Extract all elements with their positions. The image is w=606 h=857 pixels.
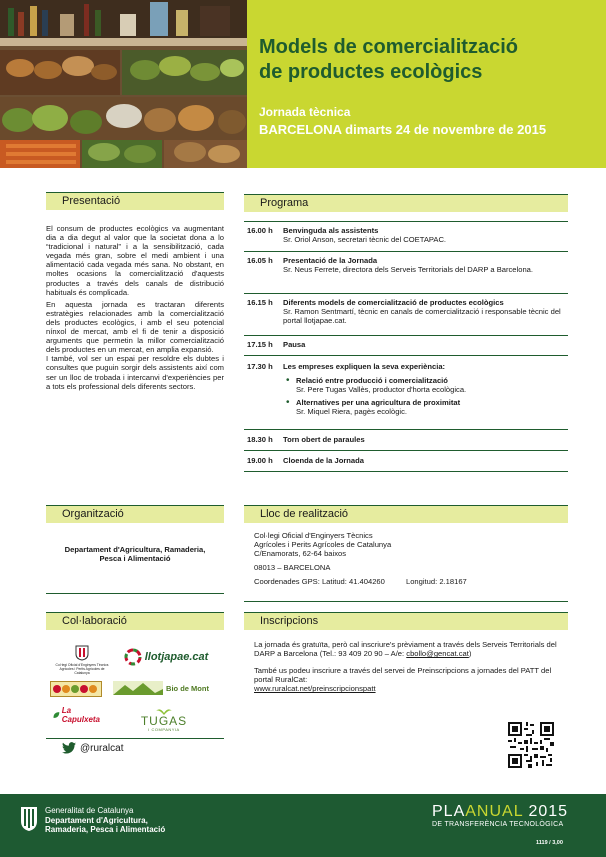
produce-icon [52, 684, 100, 694]
inscripcions-text [254, 640, 566, 693]
title-line-2: de productes ecològics [259, 61, 483, 83]
section-header-programa [244, 194, 568, 212]
section-header-collaboracio [46, 612, 224, 630]
program-detail: Sr. Ramon Sentmartí, tècnic en canals de comercialització i responsable tècnic del portal llotjapae.cat. [283, 307, 561, 326]
email-link[interactable]: cbollo@gencat.cat [406, 649, 469, 659]
program-title: Les empreses expliquen la seva experiència: [283, 362, 446, 371]
ruralcat-link[interactable]: www.ruralcat.net/preinscripcionspatt [254, 684, 376, 694]
bullet-title: • Relació entre producció i comercialització [296, 376, 448, 386]
divider [46, 593, 224, 594]
pla-text: PLA [432, 803, 466, 820]
program-bullet [283, 376, 566, 394]
twitter-bird-icon [62, 742, 76, 754]
presentacio-paragraph-3: I també, vol ser un espai per resoldre els dubtes i consultes que puguin sorgir dels assistents així com ser un lloc de trobada i intercanvi d'experiències per a tots els professional dels diferents sectors. [46, 354, 224, 391]
organizer-name [46, 545, 224, 563]
la-capulxeta-logo [52, 706, 100, 724]
program-item [244, 251, 568, 293]
venue-line-4: 08013 – BARCELONA [254, 563, 331, 573]
bullet-title: • Alternatives per una agricultura de proximitat [296, 398, 461, 408]
header-text [259, 35, 599, 137]
section-title: Inscripcions [260, 615, 319, 627]
tugas-subtext: I COMPANYIA [148, 726, 180, 732]
qr-code [506, 720, 556, 770]
transferencia-text: DE TRANSFERÈNCIA TECNOLÒGICA [432, 821, 564, 828]
generalitat-logo-text [45, 806, 165, 835]
program-time: 19.00 h [247, 456, 273, 465]
presentacio-paragraph-2: En aquesta jornada es tractaran diferents estratègies relacionades amb la comercialització dels productes ecològics, i amb el seu potencial nínxol de mercat, amb el fi de tenir a disposició arguments que permetin la millor comercialització dels productes en un mercat, en amplia expansió. [46, 299, 224, 355]
pla-anual-logo [432, 803, 568, 821]
coat-of-arms-icon [75, 645, 89, 661]
divider [46, 738, 224, 739]
llotjapae-logo [120, 646, 212, 668]
inscripcions-paragraph-1 [254, 640, 566, 658]
venue-line-2: Agrícoles i Perits Agrícoles de Catalunya [254, 540, 392, 550]
program-bullet [283, 398, 566, 416]
section-header-lloc [244, 505, 568, 523]
bullet-detail: Sr. Miquel Riera, pagès ecològic. [296, 407, 408, 417]
coeta-line-2: Agrícoles i Perits Agrícoles de Catalunya [59, 666, 105, 676]
presentacio-paragraph-1: El consum de productes ecològics va augmentant dia a dia degut al valor que la societat dona a lo “tradicional i natural” i a la sensibilització, cada vegada més gran, sobre el medi ambient i una alimentació cada vegada més sana. No obstant, en moltes ocasions la comercialització d'aquests productes a través dels canals de distribució habituals és complicada. [46, 224, 224, 297]
section-title: Lloc de realització [260, 508, 349, 520]
document-code: 1119 / 3,00 [536, 840, 563, 846]
section-header-organitzacio [46, 505, 224, 523]
program-time: 17.30 h [247, 362, 273, 371]
program-time: 18.30 h [247, 435, 273, 444]
qr-code-graphic [506, 720, 556, 770]
year-text: 2015 [528, 803, 569, 820]
generalitat-line-3: Ramaderia, Pesca i Alimentació [45, 825, 166, 834]
footer [0, 794, 606, 857]
program-time: 17.15 h [247, 340, 273, 349]
title-line-1: Models de comercialització [259, 36, 518, 58]
program-item [244, 293, 568, 335]
organizer-line-1: Departament d'Agricultura, Ramaderia, [64, 545, 206, 554]
inscripcions-text-b: ) [468, 649, 472, 659]
llotjapae-text: llotjapae.cat [144, 651, 209, 663]
program-title: Diferents models de comercialització de productes ecològics [283, 298, 504, 307]
program-title: Presentació de la Jornada [283, 256, 378, 265]
twitter-handle[interactable] [62, 742, 124, 754]
program-time: 16.15 h [247, 298, 273, 307]
generalitat-line-2: Departament d'Agricultura, [45, 815, 148, 825]
divider [244, 601, 568, 602]
venue-gps: Coordenades GPS: Latitud: 41.404260 Longitud: 2.18167 [254, 577, 467, 587]
twitter-text: @ruralcat [80, 742, 124, 754]
tugas-text: TUGAS [140, 713, 188, 728]
program-title: Cloenda de la Jornada [283, 456, 365, 465]
generalitat-line-1: Generalitat de Catalunya [45, 806, 134, 815]
program-title: Torn obert de paraules [283, 435, 365, 444]
event-title [259, 35, 599, 85]
section-title: Programa [260, 197, 309, 209]
anual-text: ANUAL [465, 803, 524, 820]
program-item [244, 355, 568, 429]
program-item [244, 221, 568, 251]
program-detail: Sr. Oriol Anson, secretari tècnic del COETAPAC. [283, 235, 447, 245]
venue-line-3: C/Enamorats, 62-64 baixos [254, 549, 347, 559]
produce-illustration [0, 0, 247, 168]
event-dateline: BARCELONA dimarts 24 de novembre de 2015 [259, 122, 547, 137]
section-header-presentacio [46, 192, 224, 210]
event-subtitle: Jornada tècnica [259, 105, 351, 119]
bio-de-mont-text: Bio de Mont [166, 683, 209, 693]
venue-address [244, 531, 568, 586]
program-item [244, 429, 568, 450]
organic-produce-logo [50, 681, 102, 697]
mountain-icon [113, 681, 163, 695]
inscripcions-text-a: La jornada és gratuïta, però cal inscriure's prèviament a través dels Serveis Territorials del DARP a Barcelona (Tel.: 93 409 20 90 – A/e: [254, 640, 557, 659]
program-title: Pausa [283, 340, 306, 349]
bullet-detail: Sr. Pere Tugas Vallès, productor d'horta ecològica. [296, 385, 467, 395]
presentacio-text [46, 224, 224, 391]
market-produce-photo [0, 0, 247, 168]
organizer-line-2: Pesca i Alimentació [99, 554, 171, 564]
program-title: Benvinguda als assistents [283, 226, 379, 235]
generalitat-shield-icon [20, 806, 38, 832]
coeta-logo [52, 640, 112, 680]
section-header-inscripcions [244, 612, 568, 630]
program-time: 16.00 h [247, 226, 273, 235]
bio-de-mont-logo [108, 679, 214, 697]
section-title: Organització [62, 508, 124, 520]
program-item [244, 450, 568, 471]
section-title: Col·laboració [62, 615, 127, 627]
inscripcions-paragraph-2: També us podeu inscriure a través del servei de Preinscripcions a jornades del PATT del portal RuralCat: [254, 666, 552, 685]
program-item [244, 335, 568, 355]
program-detail: Sr. Neus Ferrete, directora dels Serveis Territorials del DARP a Barcelona. [283, 265, 533, 275]
llotjapae-ring-icon [124, 648, 142, 666]
leaf-icon [52, 709, 61, 721]
header-banner [0, 0, 606, 168]
venue-line-1: Col·legi Oficial d'Enginyers Tècnics [254, 531, 373, 540]
program-time: 16.05 h [247, 256, 273, 265]
la-capulxeta-text: La Capulxeta [61, 706, 100, 724]
section-title: Presentació [62, 195, 121, 207]
divider [244, 471, 568, 472]
coeta-line-1: Col·legi Oficial d'Enginyers Tècnics [55, 662, 109, 667]
tugas-logo [132, 703, 196, 735]
